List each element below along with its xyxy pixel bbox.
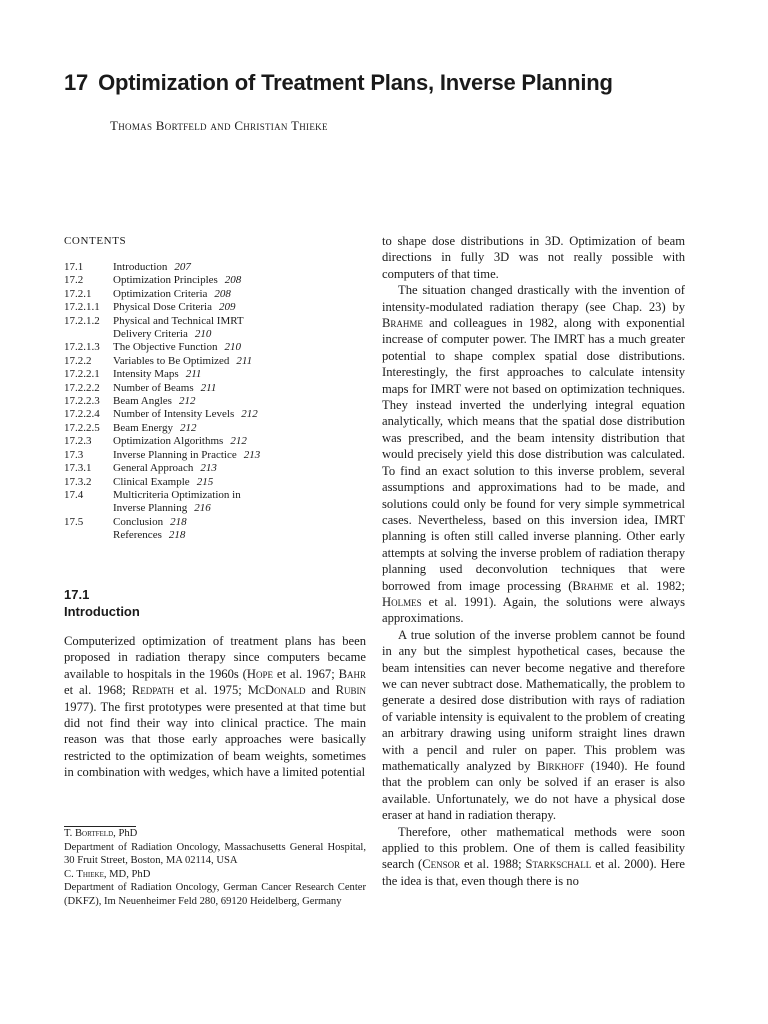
toc-number [64,328,113,341]
toc-number: 17.2.1 [64,287,92,300]
toc-number: 17.3.1 [64,462,92,475]
toc-number: 17.2.2.1 [64,368,100,381]
toc-title-text: Optimization Criteria [113,287,208,300]
toc-number: 17.2.1.1 [64,301,100,314]
toc-page: 212 [179,421,197,434]
toc-entry [64,274,364,287]
toc-entry [64,261,364,274]
toc-page: 212 [230,435,247,448]
toc-title [113,368,364,381]
toc-title [113,529,364,542]
toc-entry [64,462,364,475]
toc-title [113,395,364,408]
contents-label: CONTENTS [64,235,127,247]
footnote-affiliation-1: Department of Radiation Oncology, Massachusetts General Hospital, 30 Fruit Street, Boston, MA 02114, USA [64,841,366,867]
author-footnotes [64,827,366,909]
toc-title-text: Introduction [113,261,168,273]
toc-number: 17.2.3 [64,435,92,448]
toc-entry [64,355,364,368]
toc-page: 212 [241,408,258,421]
toc-page: 213 [200,462,217,475]
toc-number: 17.2.2 [64,354,92,367]
paragraph: The situation changed drastically with the invention of intensity-modulated radiation therapy (see Chap. 23) by Brahme and colleagues in 1982, along with exponential increase of computer power. The IMRT has a much greater potential to shape complex spatial dose distributions. Interestingly, the first approaches to calculate intensity maps for IMRT were not based on optimization techniques. They instead inverted the underlying integral equation analytically, which means that the spatial dose distribution was prescribed, and the beam intensity distribution that would precisely yield this dose distribution was calculated. To find an exact solution to this inverse problem, several assumptions and approximations had to be made, and solutions could only be found for very simple symmetrical cases. Nevertheless, based on this inversion idea, IMRT planning is often still called inverse planning. Other early attempts at solving the inverse problem of radiation therapy planning used deconvolution techniques that were borrowed from image processing (Brahme et al. 1982; Holmes et al. 1991). Again, the solutions were always approximations. [382,283,685,626]
toc-title [113,449,364,462]
section-heading [64,586,140,620]
toc-entry [64,395,364,408]
toc-entry [64,382,364,395]
toc-entry [64,368,364,381]
footnote-author-1: T. Bortfeld, PhD [64,828,138,839]
paragraph: Computerized optimization of treatment plans has been proposed in radiation therapy since computers became available to hospitals in the 1960s (Hope et al. 1967; Bahr et al. 1968; Redpath et al. 1975; McDonald and Rubin 1977). The first prototypes were presented at that time but did not find their way into clinical practice. The main reason was that those early approaches were basically restricted to the optimization of beam weights, sometimes in combination with wedges, which have a limited potential [64,634,366,780]
toc-page: 210 [224,341,241,354]
toc-title-text: Inverse Planning [113,502,188,515]
toc-page: 208 [214,287,231,300]
toc-title-text: Beam Angles [113,395,172,408]
toc-entry [64,315,364,328]
toc-title [113,328,364,341]
toc-title [113,341,364,354]
toc-page: 210 [194,328,212,341]
toc-entry [64,516,364,529]
toc-title [113,315,364,328]
chapter-title-text: Optimization of Treatment Plans, Inverse Planning [98,70,613,95]
paragraph: to shape dose distributions in 3D. Optimization of beam directions in fully 3D was not really possible with computers of that time. [382,234,685,281]
toc-entry [64,502,364,515]
toc-title [113,301,364,314]
toc-title [113,274,364,287]
toc-entry [64,422,364,435]
toc-title [113,408,364,421]
toc-title [113,502,364,515]
toc-entry [64,328,364,341]
toc-title [113,476,364,489]
toc-title-text: Physical Dose Criteria [113,301,212,314]
toc-entry [64,408,364,421]
toc-number: 17.2.1.3 [64,341,100,354]
toc-number: 17.2.1.2 [64,314,100,327]
toc-entry [64,529,364,542]
table-of-contents [64,261,364,543]
toc-page: 216 [194,502,211,515]
toc-entry [64,489,364,502]
section-number: 17.1 [64,587,90,602]
toc-entry [64,301,364,314]
toc-title-text: Optimization Algorithms [113,435,224,448]
toc-page: 209 [218,301,236,314]
toc-title [113,261,364,274]
toc-number: 17.5 [64,515,84,528]
footnote-author-2: C. Thieke, MD, PhD [64,868,151,880]
toc-title-text: Intensity Maps [113,368,179,381]
toc-title-text: Conclusion [113,515,164,528]
chapter-authors: Thomas Bortfeld and Christian Thieke [110,118,328,133]
toc-page: 211 [236,354,253,367]
toc-page: 208 [224,274,242,287]
toc-number: 17.2 [64,274,84,287]
toc-page: 218 [170,515,187,528]
toc-page: 215 [196,475,214,488]
toc-page: 213 [243,448,261,461]
toc-page: 211 [185,368,202,381]
toc-title-text: Multicriteria Optimization in [113,488,241,501]
toc-title-text: Inverse Planning in Practice [113,448,237,461]
toc-title-text: General Approach [113,462,194,475]
toc-page: 218 [168,529,186,542]
toc-title-text: Optimization Principles [113,274,218,287]
toc-number: 17.3 [64,448,84,461]
toc-page: 212 [178,395,196,408]
toc-title-text: Number of Beams [113,381,194,394]
paragraph: A true solution of the inverse problem cannot be found in any but the simplest hypothetical cases, because the beam intensities can never become negative and therefore we can never subtract dose. Mathematically, the problem to generate a desired dose distribution with rays of radiation of variable intensity is equivalent to the problem of creating an arbitrary drawing using uniform straight lines drawn with a pencil and ruler on paper. This problem was mathematically analyzed by Birkhoff (1940). He found that the problem can only be solved if an eraser is also available. Unfortunately, we do not have a physical dose eraser at hand in radiation therapy. [382,627,685,823]
paragraph: Therefore, other mathematical methods were soon applied to this problem. One of them is called feasibility search (Censor et al. 1988; Starkschall et al. 2000). Here the idea is that, even though there is no [382,824,685,888]
toc-entry [64,449,364,462]
toc-page: 211 [200,381,217,394]
toc-title-text: Clinical Example [113,475,190,488]
toc-page: 207 [174,261,191,273]
toc-title-text: References [113,529,162,542]
toc-number [64,529,113,542]
toc-number: 17.2.2.2 [64,381,100,394]
toc-title [113,462,364,475]
toc-title-text: The Objective Function [113,341,218,354]
left-column [64,633,366,781]
toc-title-text: Variables to Be Optimized [113,354,230,367]
toc-title [113,355,364,368]
toc-title [113,382,364,395]
toc-title [113,435,364,448]
toc-number: 17.4 [64,488,84,501]
toc-title [113,288,364,301]
toc-entry [64,341,364,354]
chapter-title [64,70,744,96]
footnote-affiliation-2: Department of Radiation Oncology, German Cancer Research Center (DKFZ), Im Neuenheimer Feld 280, 69120 Heidelberg, Germany [64,882,366,907]
toc-entry [64,435,364,448]
toc-number: 17.2.2.5 [64,421,100,434]
toc-title [113,516,364,529]
toc-title-text: Physical and Technical IMRT [113,314,244,327]
toc-title-text: Beam Energy [113,421,173,434]
toc-title-text: Number of Intensity Levels [113,408,235,421]
toc-entry [64,288,364,301]
toc-title [113,489,364,502]
toc-number: 17.3.2 [64,475,92,488]
toc-number: 17.2.2.4 [64,408,100,421]
toc-number [64,502,113,515]
section-title: Introduction [64,604,140,619]
toc-number: 17.1 [64,261,84,273]
toc-entry [64,476,364,489]
toc-title-text: Delivery Criteria [113,328,188,341]
toc-title [113,422,364,435]
right-column [382,233,685,889]
chapter-number: 17 [64,70,89,95]
toc-number: 17.2.2.3 [64,395,100,408]
